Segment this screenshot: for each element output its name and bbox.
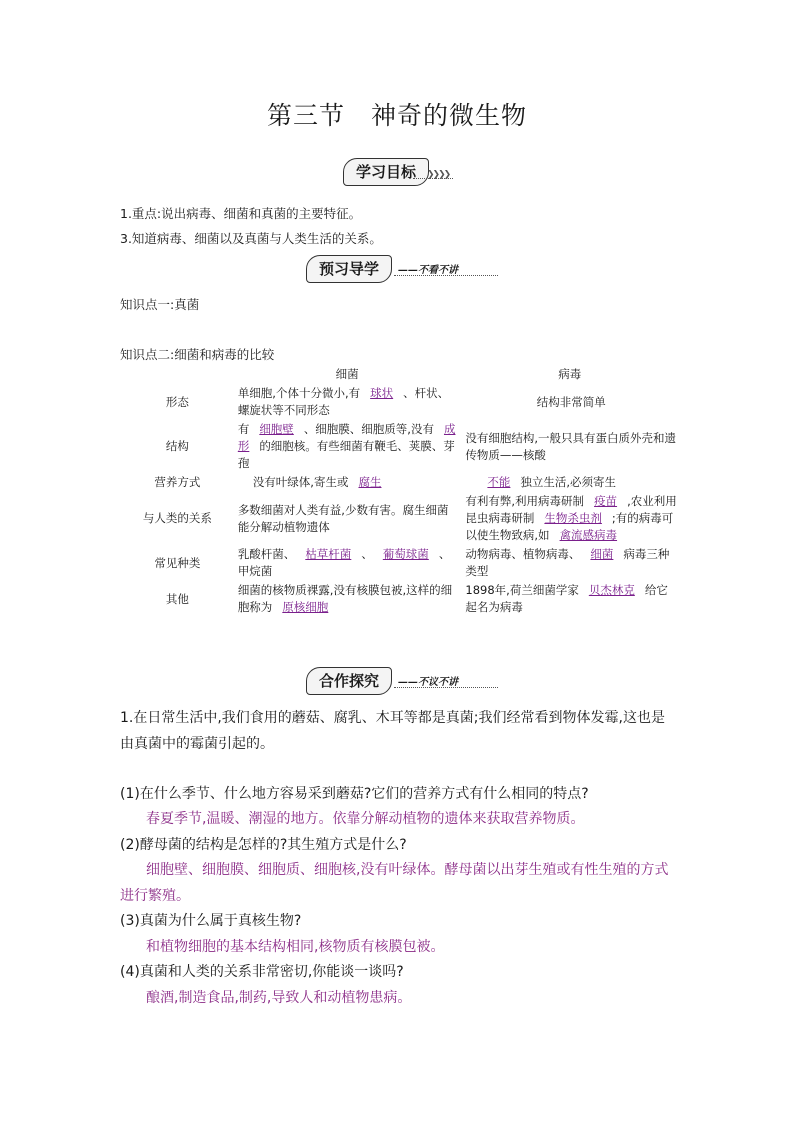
table-row (120, 492, 680, 545)
virus-cell: 动物病毒、植物病毒、 细菌 病毒三种类型 (465, 547, 670, 578)
goal-item: 1.重点:说出病毒、细菌和真菌的主要特征。 (120, 206, 362, 221)
bacteria-cell: 有 细胞壁 、细胞膜、细胞质等,没有 成形 的细胞核。有些细菌有鞭毛、荚膜、芽孢 (237, 422, 456, 470)
row-label: 常见种类 (154, 555, 201, 570)
fill-blank-answer: 疫苗 (594, 494, 618, 508)
fill-blank-answer: 禽流感病毒 (559, 528, 618, 542)
bacteria-cell: 细菌的核物质裸露,没有核膜包被,这样的细胞称为 原核细胞 (237, 583, 453, 614)
question-1: (1)在什么季节、什么地方容易采到蘑菇?它们的营养方式有什么相同的特点? (120, 786, 589, 802)
comparison-table (120, 365, 680, 617)
answer-2-continued: 进行繁殖。 (120, 888, 190, 904)
banner-cooperative-inquiry (306, 667, 502, 695)
question-3: (3)真菌为什么属于真核生物? (120, 913, 302, 929)
bacteria-cell: 多数细菌对人类有益,少数有害。腐生细菌能分解动植物遗体 (237, 502, 449, 534)
fill-blank-answer: 细胞壁 (259, 422, 294, 436)
virus-cell: 有利有弊,利用病毒研制 疫苗 ,农业利用昆虫病毒研制 生物杀虫剂 ;有的病毒可以使生物致病,如 禽流感病毒 (465, 494, 677, 542)
table-row (120, 420, 680, 473)
banner-label: 预习导学 (306, 255, 392, 283)
row-label: 与人类的关系 (142, 511, 212, 525)
header-virus: 病毒 (558, 367, 582, 381)
bacteria-cell: 乳酸杆菌、 枯草杆菌 、 葡萄球菌 、甲烷菌 (237, 547, 451, 578)
row-label: 形态 (165, 394, 189, 409)
banner-label: 合作探究 (306, 667, 392, 695)
fill-blank-answer: 不能 (487, 475, 511, 489)
answer-4: 酿酒,制造食品,制药,导致人和动植物患病。 (146, 990, 412, 1006)
knowledge-point-1: 知识点一:真菌 (120, 297, 200, 312)
fill-blank-answer: 贝杰林克 (588, 583, 635, 597)
intro-text: 由真菌中的霉菌引起的。 (120, 736, 274, 752)
question-4: (4)真菌和人类的关系非常密切,你能谈一谈吗? (120, 964, 404, 980)
row-label: 结构 (165, 439, 189, 453)
table-row (120, 545, 680, 581)
banner-tail (394, 687, 498, 694)
table-header-blank (120, 365, 235, 384)
banner-label: 学习目标 (343, 158, 429, 186)
fill-blank-answer: 生物杀虫剂 (544, 511, 602, 525)
banner-learning-goals (343, 158, 463, 186)
banner-arrows-icon: ❯❯❯❯ (427, 170, 450, 180)
fill-blank-answer: 球状 (370, 386, 394, 400)
table-header-row (120, 365, 680, 384)
question-2: (2)酵母菌的结构是怎样的?其生殖方式是什么? (120, 837, 407, 853)
table-row (120, 384, 680, 420)
banner-tail (394, 275, 498, 282)
fill-blank-answer: 枯草杆菌 (305, 547, 352, 561)
answer-2: 细胞壁、细胞膜、细胞质、细胞核,没有叶绿体。酵母菌以出芽生殖或有性生殖的方式 (146, 862, 669, 878)
banner-subtitle: ——不看不讲 (398, 265, 458, 276)
fill-blank-answer: 葡萄球菌 (382, 547, 429, 561)
goal-item: 3.知道病毒、细菌以及真菌与人类生活的关系。 (120, 231, 382, 246)
fill-blank-answer: 腐生 (358, 475, 382, 489)
answer-1: 春夏季节,温暖、潮湿的地方。依靠分解动植物的遗体来获取营养物质。 (146, 811, 585, 827)
knowledge-point-2: 知识点二:细菌和病毒的比较 (120, 347, 275, 362)
fill-blank-answer: 成形 (237, 422, 456, 453)
virus-cell: 没有细胞结构,一般只具有蛋白质外壳和遗传物质——核酸 (465, 430, 677, 462)
banner-preview (306, 255, 502, 283)
virus-cell: 1898年,荷兰细菌学家 贝杰林克 给它起名为病毒 (465, 583, 668, 614)
answer-3: 和植物细胞的基本结构相同,核物质有核膜包被。 (146, 939, 445, 955)
row-label: 其他 (165, 591, 189, 606)
fill-blank-answer: 原核细胞 (282, 600, 329, 614)
fill-blank-answer: 细菌 (590, 547, 614, 561)
banner-subtitle: ——不议不讲 (398, 677, 458, 688)
row-label: 营养方式 (154, 475, 201, 489)
intro-text: 1.在日常生活中,我们食用的蘑菇、腐乳、木耳等都是真菌;我们经常看到物体发霉,这也是 (120, 710, 665, 726)
virus-cell: 结构非常简单 (536, 394, 606, 409)
virus-cell: 不能 独立生活,必须寄生 (459, 473, 680, 492)
table-row (120, 473, 680, 492)
page-title: 第三节 神奇的微生物 (266, 101, 527, 130)
bacteria-cell: 没有叶绿体,寄生或 腐生 (235, 473, 460, 492)
bacteria-cell: 单细胞,个体十分微小,有 球状 、杆状、螺旋状等不同形态 (237, 386, 450, 417)
header-bacteria: 细菌 (335, 367, 359, 381)
table-row (120, 581, 680, 617)
